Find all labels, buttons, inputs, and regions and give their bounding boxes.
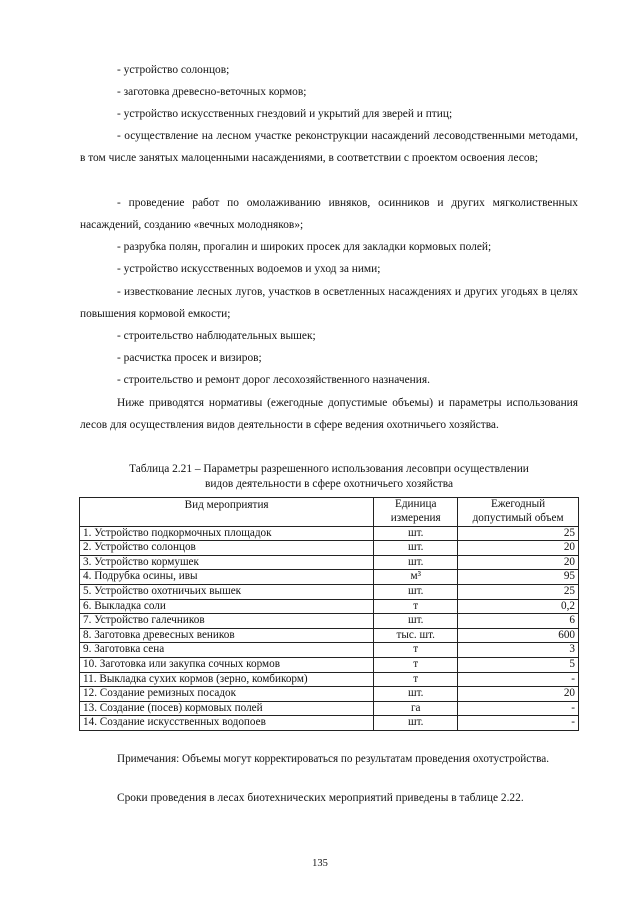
table-note: Примечания: Объемы могут корректироваться по результатам проведения охотустройства.	[117, 753, 550, 765]
list-item: - проведение работ по омолаживанию ивняков, осинников и других мягколиственных насаждений, созданию «вечных молодняков»;	[80, 197, 578, 232]
table-row	[80, 657, 579, 672]
volume-cell: 20	[458, 541, 579, 556]
table-row	[80, 643, 579, 658]
table-row	[80, 701, 579, 716]
volume-cell: 20	[458, 687, 579, 702]
header-volume-line: допустимый объем	[472, 511, 564, 524]
activity-cell: 7. Устройство галечников	[80, 614, 374, 629]
volume-cell: 3	[458, 643, 579, 658]
activity-cell: 4. Подрубка осины, ивы	[80, 570, 374, 585]
volume-cell: 5	[458, 657, 579, 672]
header-unit-line: Единица	[394, 498, 437, 510]
volume-cell: 0,2	[458, 599, 579, 614]
table-row	[80, 570, 579, 585]
volume-cell: 20	[458, 555, 579, 570]
activity-cell: 11. Выкладка сухих кормов (зерно, комбикорм)	[80, 672, 374, 687]
list-item: - известкование лесных лугов, участков в осветленных насаждениях и других угодьях в целях повышения кормовой емкости;	[80, 286, 578, 321]
unit-cell: тыс. шт.	[374, 628, 458, 643]
unit-cell: т	[374, 672, 458, 687]
header-volume	[458, 498, 579, 527]
closing-sentence: Сроки проведения в лесах биотехнических мероприятий приведены в таблице 2.22.	[117, 792, 524, 804]
unit-cell: шт.	[374, 687, 458, 702]
unit-cell: га	[374, 701, 458, 716]
list-item: - устройство солонцов;	[117, 64, 230, 76]
volume-cell: 25	[458, 526, 579, 541]
list-item: - разрубка полян, прогалин и широких просек для закладки кормовых полей;	[117, 241, 492, 253]
table-caption-line: Таблица 2.21 – Параметры разрешенного использования лесовпри осуществлении	[129, 463, 529, 475]
unit-cell: шт.	[374, 716, 458, 731]
volume-cell: 6	[458, 614, 579, 629]
activity-cell: 9. Заготовка сена	[80, 643, 374, 658]
table-row	[80, 628, 579, 643]
list-item: - осуществление на лесном участке реконструкции насаждений лесоводственными методами, в том числе занятых малоценными насаждениями, в соответствии с проектом освоения лесов;	[80, 130, 578, 165]
unit-cell: шт.	[374, 541, 458, 556]
table-caption-line: видов деятельности в сфере охотничьего хозяйства	[204, 478, 454, 490]
unit-cell: шт.	[374, 584, 458, 599]
activity-cell: 6. Выкладка соли	[80, 599, 374, 614]
list-item: - устройство искусственных гнездовий и укрытий для зверей и птиц;	[117, 108, 453, 120]
table-row	[80, 526, 579, 541]
table-row	[80, 687, 579, 702]
unit-cell: т	[374, 657, 458, 672]
unit-cell: шт.	[374, 555, 458, 570]
activity-cell: 10. Заготовка или закупка сочных кормов	[80, 657, 374, 672]
volume-cell: -	[458, 716, 579, 731]
volume-cell: 95	[458, 570, 579, 585]
activity-cell: 3. Устройство кормушек	[80, 555, 374, 570]
table-row	[80, 672, 579, 687]
list-item: - устройство искусственных водоемов и уход за ними;	[117, 263, 381, 275]
table-body	[80, 526, 579, 730]
table-row	[80, 555, 579, 570]
unit-cell: т	[374, 599, 458, 614]
unit-cell: шт.	[374, 614, 458, 629]
table-row	[80, 716, 579, 731]
unit-cell: м³	[374, 570, 458, 585]
header-volume-line: Ежегодный	[491, 498, 546, 510]
activity-cell: 5. Устройство охотничьих вышек	[80, 584, 374, 599]
table-row	[80, 614, 579, 629]
volume-cell: 600	[458, 628, 579, 643]
table-row	[80, 599, 579, 614]
page-number: 135	[312, 858, 328, 869]
volume-cell: -	[458, 672, 579, 687]
parameters-table	[79, 497, 579, 731]
unit-cell: шт.	[374, 526, 458, 541]
intro-paragraph: Ниже приводятся нормативы (ежегодные допустимые объемы) и параметры использования лесов для осуществления видов деятельности в сфере ведения охотничьего хозяйства.	[80, 397, 578, 432]
volume-cell: 25	[458, 584, 579, 599]
volume-cell: -	[458, 701, 579, 716]
activity-cell: 2. Устройство солонцов	[80, 541, 374, 556]
table-row	[80, 541, 579, 556]
activity-cell: 1. Устройство подкормочных площадок	[80, 526, 374, 541]
activity-cell: 8. Заготовка древесных веников	[80, 628, 374, 643]
table-row	[80, 584, 579, 599]
activity-cell: 14. Создание искусственных водопоев	[80, 716, 374, 731]
activity-cell: 12. Создание ремизных посадок	[80, 687, 374, 702]
unit-cell: т	[374, 643, 458, 658]
table-caption	[80, 462, 578, 492]
header-unit	[374, 498, 458, 527]
activity-cell: 13. Создание (посев) кормовых полей	[80, 701, 374, 716]
header-unit-line: измерения	[390, 511, 441, 524]
table-header-row	[80, 498, 579, 527]
header-activity: Вид мероприятия	[80, 498, 374, 527]
list-item: - расчистка просек и визиров;	[117, 352, 262, 364]
list-item: - заготовка древесно-веточных кормов;	[117, 86, 307, 98]
list-item: - строительство наблюдательных вышек;	[117, 330, 316, 342]
list-item: - строительство и ремонт дорог лесохозяйственного назначения.	[117, 374, 430, 386]
